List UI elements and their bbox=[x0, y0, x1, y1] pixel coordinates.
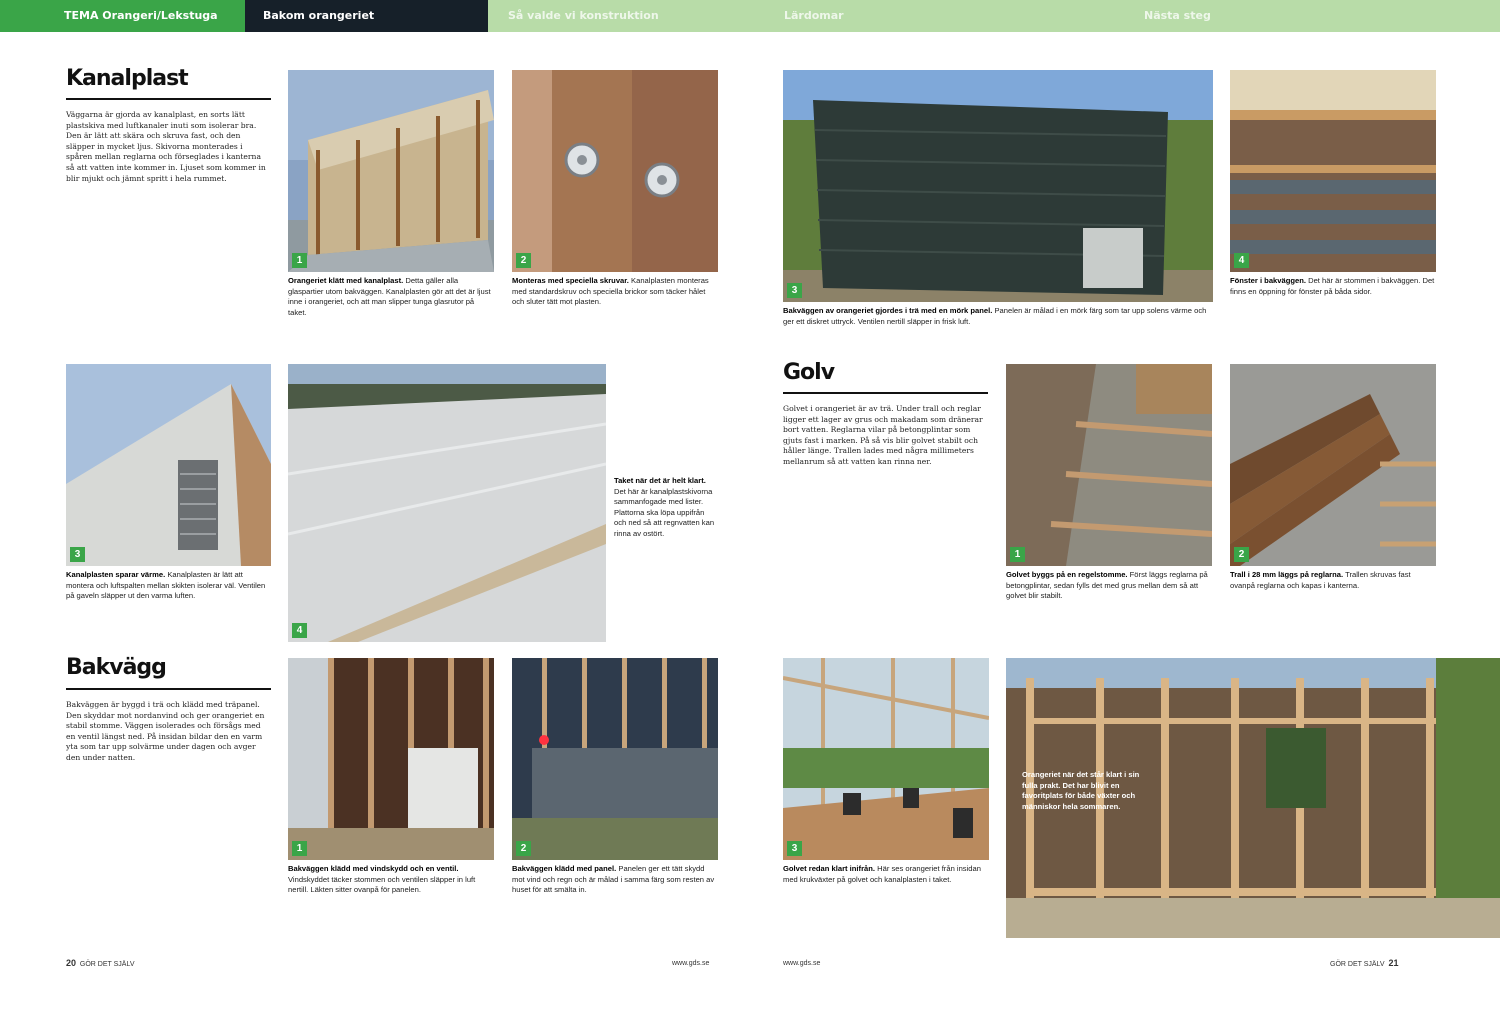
photo-number: 2 bbox=[516, 841, 531, 856]
photo-roof bbox=[288, 364, 606, 642]
photo-dark-backwall bbox=[783, 70, 1213, 302]
heading-kanalplast: Kanalplast bbox=[66, 66, 188, 91]
photo-number: 3 bbox=[70, 547, 85, 562]
golv-text: Golvet i orangeriet är av trä. Under trall och reglar ligger ett lager av grus och makadam som dränerar bort vatten. Reglarna vilar på betongplintar som gjuts fast i marken. På så vis blir golvet stabilt och håller länge. Trallen lades med några millimeters mellanrum så att vatten kan rinna ner. bbox=[783, 404, 983, 466]
folio-right: GÖR DET SJÄLV 21 bbox=[1330, 958, 1399, 968]
photo-number: 1 bbox=[1010, 547, 1025, 562]
photo-backwall-panel bbox=[512, 658, 718, 860]
heading-rule bbox=[783, 392, 988, 394]
tab-tema[interactable]: TEMA Orangeri/Lekstuga bbox=[0, 0, 245, 32]
photo-orangeri-exterior bbox=[288, 70, 494, 272]
photo-screws bbox=[512, 70, 718, 272]
heading-golv: Golv bbox=[783, 360, 835, 385]
photo-overlay-caption: Orangeriet när det står klart i sin fulla prakt. Det har blivit en favoritplats för både växter och människor hela sommaren. bbox=[1022, 770, 1140, 811]
caption-3: Kanalplasten sparar värme. Kanalplasten är lätt att montera och luftspalten mellan skikten isolerar väl. Ventilen på gaveln släpper ut den varma luften. bbox=[66, 570, 266, 601]
photo-number: 1 bbox=[292, 841, 307, 856]
photo-window-frame bbox=[1230, 70, 1436, 272]
photo-number: 2 bbox=[1234, 547, 1249, 562]
photo-number: 4 bbox=[1234, 253, 1249, 268]
tab-konstruktion[interactable]: Så valde vi konstruktion bbox=[488, 0, 756, 32]
caption-5: Bakväggen klädd med vindskydd och en ventil. Vindskyddet täcker stommen och ventilen släpper in luft nertill. Läkten sitter ovanpå för panelen. bbox=[288, 864, 476, 895]
caption-10: Trall i 28 mm läggs på reglarna. Trallen skruvas fast ovanpå reglarna och kapas i kanterna. bbox=[1230, 570, 1411, 590]
caption-11: Golvet redan klart inifrån. Här ses orangeriet från insidan med krukväxter på golvet och kanalplasten i taket. bbox=[783, 864, 981, 884]
photo-number: 3 bbox=[787, 283, 802, 298]
section-tabs bbox=[0, 0, 1500, 32]
photo-floor-frame bbox=[1006, 364, 1212, 566]
photo-number: 3 bbox=[787, 841, 802, 856]
heading-bakvagg: Bakvägg bbox=[66, 655, 166, 680]
photo-number: 4 bbox=[292, 623, 307, 638]
photo-decking bbox=[1230, 364, 1436, 566]
caption-7: Bakväggen av orangeriet gjordes i trä med en mörk panel. Panelen är målad i en mörk färg som tar upp solens värme och ger ett diskret uttryck. Ventilen nertill släpper in frisk luft. bbox=[783, 306, 1207, 326]
caption-1: Orangeriet klätt med kanalplast. Detta gäller alla glaspartier utom bakväggen. Kanalplasten gör att det är ljust inne i orangeriet, och att man slipper tunga glasrutor på taket. bbox=[288, 276, 491, 317]
caption-2: Monteras med speciella skruvar. Kanalplasten monteras med standardskruv och speciella brickor som täcker hålet och sluter tätt mot plasten. bbox=[512, 276, 709, 307]
intro-text: Väggarna är gjorda av kanalplast, en sorts lätt plastskiva med luftkanaler inuti som isolerar bra. Den är lätt att skära och skruva fast, och den släpper in mycket ljus. Skivorna monterades i spåren mellan reglarna och förseglades i kanterna så att vatten inte kommer in. Ljuset som kommer in blir mjukt och jämnt spritt i hela rummet. bbox=[66, 110, 266, 183]
tab-lardomar[interactable]: Lärdomar bbox=[756, 0, 1054, 32]
photo-interior bbox=[783, 658, 989, 860]
photo-number: 1 bbox=[292, 253, 307, 268]
tab-active[interactable]: Bakom orangeriet bbox=[245, 0, 488, 32]
photo-backwall-frame bbox=[288, 658, 494, 860]
folio-left: 20 GÖR DET SJÄLV bbox=[66, 958, 135, 968]
caption-6: Bakväggen klädd med panel. Panelen ger ett tätt skydd mot vind och regn och är målad i samma färg som resten av huset för att smälta in. bbox=[512, 864, 715, 895]
folio-right-web: www.gds.se bbox=[783, 960, 821, 967]
caption-9: Golvet byggs på en regelstomme. Först läggs reglarna på betongplintar, sedan fylls det med grus mellan dem så att golvet blir stabilt. bbox=[1006, 570, 1208, 601]
photo-finished-orangeri bbox=[1006, 658, 1500, 938]
heading-rule bbox=[66, 688, 271, 690]
photo-gable-vent bbox=[66, 364, 271, 566]
caption-8: Fönster i bakväggen. Det här är stommen i bakväggen. Det finns en öppning för fönster på båda sidor. bbox=[1230, 276, 1435, 296]
caption-4: Taket när det är helt klart. Det här är kanalplastskivorna sammanfogade med lister. Plattorna ska löpa uppifrån och ned så att regnvatten kan rinna av ostört. bbox=[614, 476, 715, 538]
heading-rule bbox=[66, 98, 271, 100]
folio-left-web: www.gds.se bbox=[672, 960, 710, 967]
tab-nasta[interactable]: Nästa steg bbox=[1054, 0, 1500, 32]
bakvagg-text: Bakväggen är byggd i trä och klädd med träpanel. Den skyddar mot nordanvind och ger orangeriet en stabil stomme. Väggen isolerades och försågs med en ventil längst ned. På insidan bildar den en varm yta som tar upp solvärme under dagen och avger den under natten. bbox=[66, 700, 265, 762]
photo-number: 2 bbox=[516, 253, 531, 268]
